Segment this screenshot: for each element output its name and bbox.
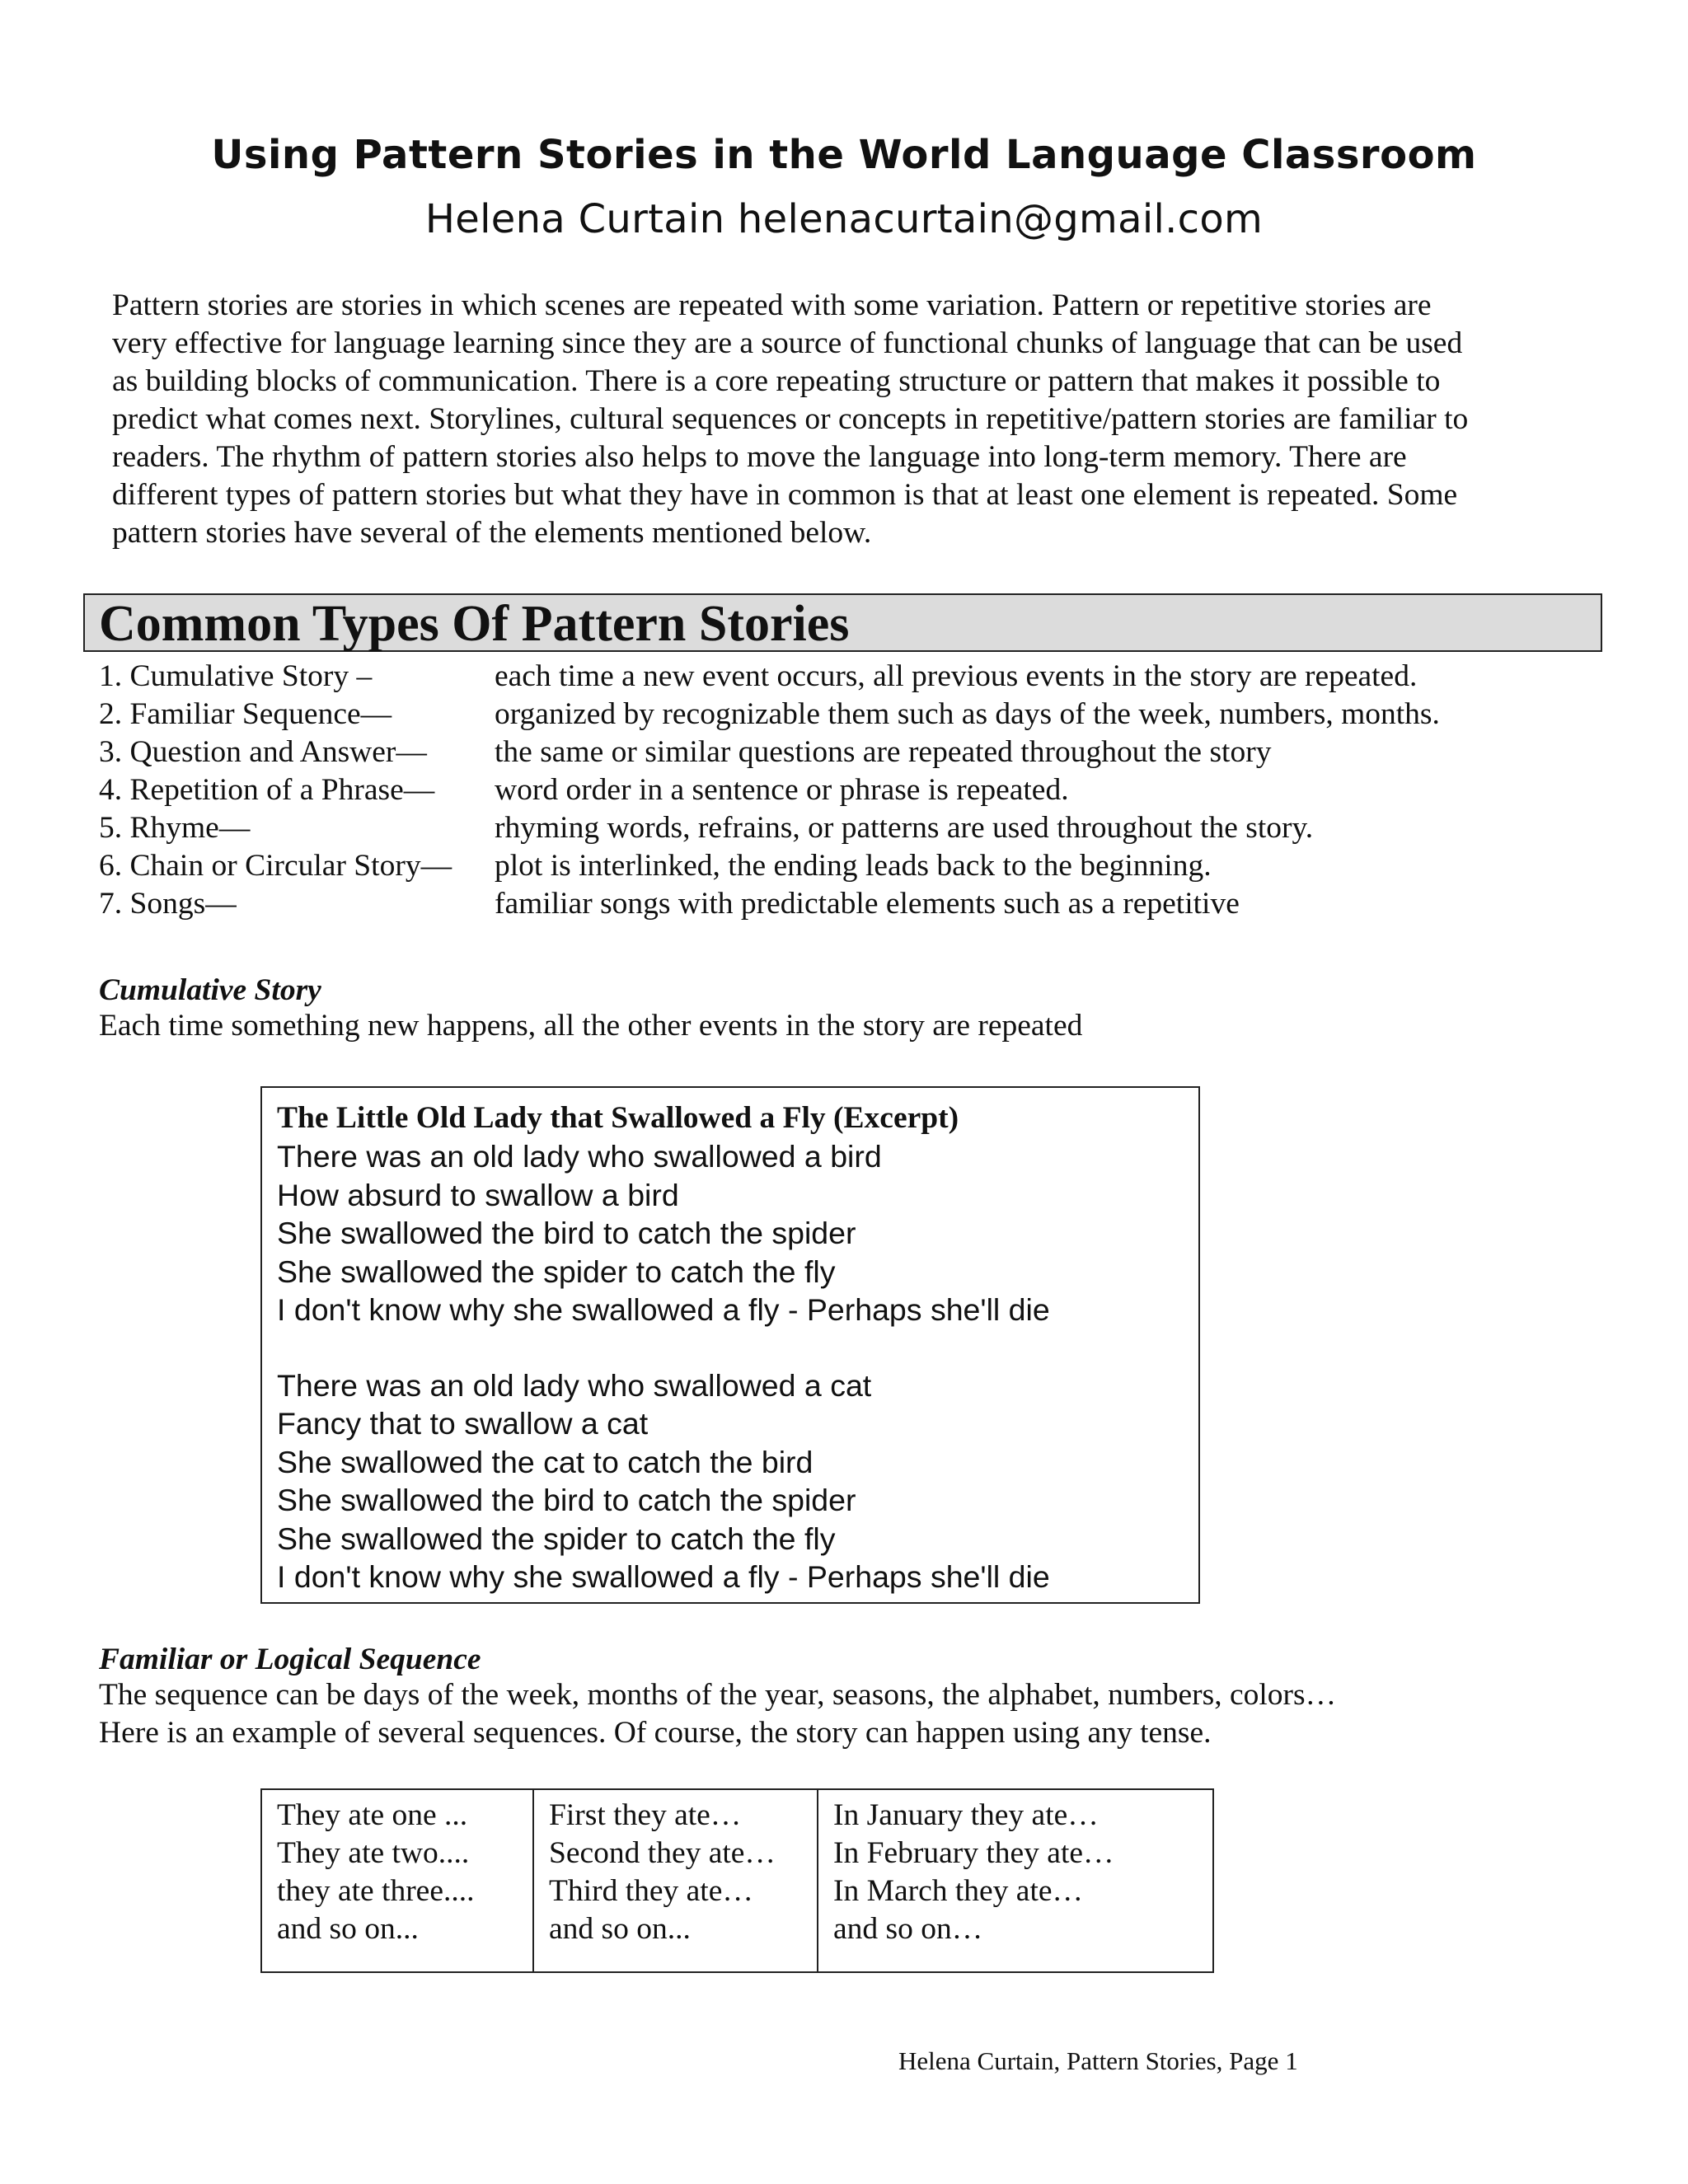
type-description: organized by recognizable them such as days of the week, numbers, months. (495, 697, 1440, 731)
cell-line: Second they ate… (549, 1836, 776, 1870)
cell-line: In March they ate… (833, 1874, 1084, 1908)
intro-line: Pattern stories are stories in which scenes are repeated with some variation. Pattern or repetitive stories are (112, 288, 1432, 322)
cell-line: They ate two.... (277, 1836, 470, 1870)
type-name: 1. Cumulative Story – (99, 659, 373, 693)
type-name: 2. Familiar Sequence— (99, 697, 392, 731)
section-heading: Common Types Of Pattern Stories (99, 596, 850, 652)
table-cell (261, 1789, 533, 1972)
intro-line: as building blocks of communication. There is a core repeating structure or pattern that makes it possible to (112, 364, 1441, 398)
poem-line: She swallowed the bird to catch the spider (277, 1216, 856, 1250)
type-name: 6. Chain or Circular Story— (99, 849, 452, 883)
sequence-description: The sequence can be days of the week, months of the year, seasons, the alphabet, numbers, colors… (99, 1678, 1337, 1712)
cell-line: and so on… (833, 1912, 983, 1946)
poem-line: How absurd to swallow a bird (277, 1177, 679, 1212)
cumulative-heading: Cumulative Story (99, 973, 321, 1007)
cell-line: and so on... (277, 1912, 419, 1946)
sequence-description: Here is an example of several sequences. Of course, the story can happen using any tense. (99, 1716, 1212, 1750)
poem-line: I don't know why she swallowed a fly - Perhaps she'll die (277, 1292, 1050, 1327)
cell-line: They ate one ... (277, 1798, 468, 1832)
type-description: each time a new event occurs, all previous events in the story are repeated. (495, 659, 1418, 693)
poem-line: There was an old lady who swallowed a bird (277, 1139, 882, 1174)
poem-line: She swallowed the spider to catch the fly (277, 1521, 836, 1556)
type-name: 5. Rhyme— (99, 811, 251, 845)
type-description: word order in a sentence or phrase is repeated. (495, 773, 1069, 807)
type-name: 4. Repetition of a Phrase— (99, 773, 435, 807)
author-line: Helena Curtain helenacurtain@gmail.com (424, 196, 1264, 242)
page-footer: Helena Curtain, Pattern Stories, Page 1 (898, 2046, 1298, 2075)
poem-line: I don't know why she swallowed a fly - Perhaps she'll die (277, 1559, 1050, 1594)
poem-line: She swallowed the cat to catch the bird (277, 1444, 814, 1479)
intro-line: different types of pattern stories but what they have in common is that at least one element is repeated. Some (112, 478, 1458, 512)
poem-line: She swallowed the bird to catch the spider (277, 1483, 856, 1517)
page-title: Using Pattern Stories in the World Language Classroom (211, 132, 1477, 178)
poem-line: She swallowed the spider to catch the fly (277, 1254, 836, 1289)
poem-line: There was an old lady who swallowed a cat (277, 1367, 872, 1403)
poem-line: Fancy that to swallow a cat (277, 1406, 649, 1441)
intro-line: pattern stories have several of the elements mentioned below. (112, 516, 872, 550)
type-name: 7. Songs— (99, 887, 237, 921)
type-description: familiar songs with predictable elements such as a repetitive (495, 887, 1240, 921)
intro-line: readers. The rhythm of pattern stories also helps to move the language into long-term memory. There are (112, 440, 1407, 474)
intro-paragraph (112, 287, 1596, 552)
intro-line: very effective for language learning since they are a source of functional chunks of language that can be used (112, 326, 1463, 360)
cell-line: and so on... (549, 1912, 691, 1946)
cell-line: In January they ate… (833, 1798, 1099, 1832)
intro-line: predict what comes next. Storylines, cultural sequences or concepts in repetitive/pattern stories are familiar to (112, 402, 1469, 436)
type-description: the same or similar questions are repeated throughout the story (495, 735, 1272, 769)
sequence-example-table (260, 1788, 1214, 1973)
type-description: plot is interlinked, the ending leads back to the beginning. (495, 849, 1212, 883)
poem-excerpt-box (260, 1086, 1200, 1604)
sequence-heading: Familiar or Logical Sequence (99, 1643, 481, 1676)
cell-line: they ate three.... (277, 1874, 475, 1908)
cell-line: In February they ate… (833, 1836, 1114, 1870)
table-cell (533, 1789, 818, 1972)
cell-line: First they ate… (549, 1798, 742, 1832)
poem-title: The Little Old Lady that Swallowed a Fly (Excerpt) (277, 1101, 959, 1135)
stanza-gap (277, 1329, 1050, 1366)
type-description: rhyming words, refrains, or patterns are used throughout the story. (495, 811, 1314, 845)
cell-line: Third they ate… (549, 1874, 753, 1908)
table-row (261, 1789, 1213, 1972)
cumulative-description: Each time something new happens, all the other events in the story are repeated (99, 1009, 1083, 1043)
table-cell (818, 1789, 1213, 1972)
type-name: 3. Question and Answer— (99, 735, 427, 769)
